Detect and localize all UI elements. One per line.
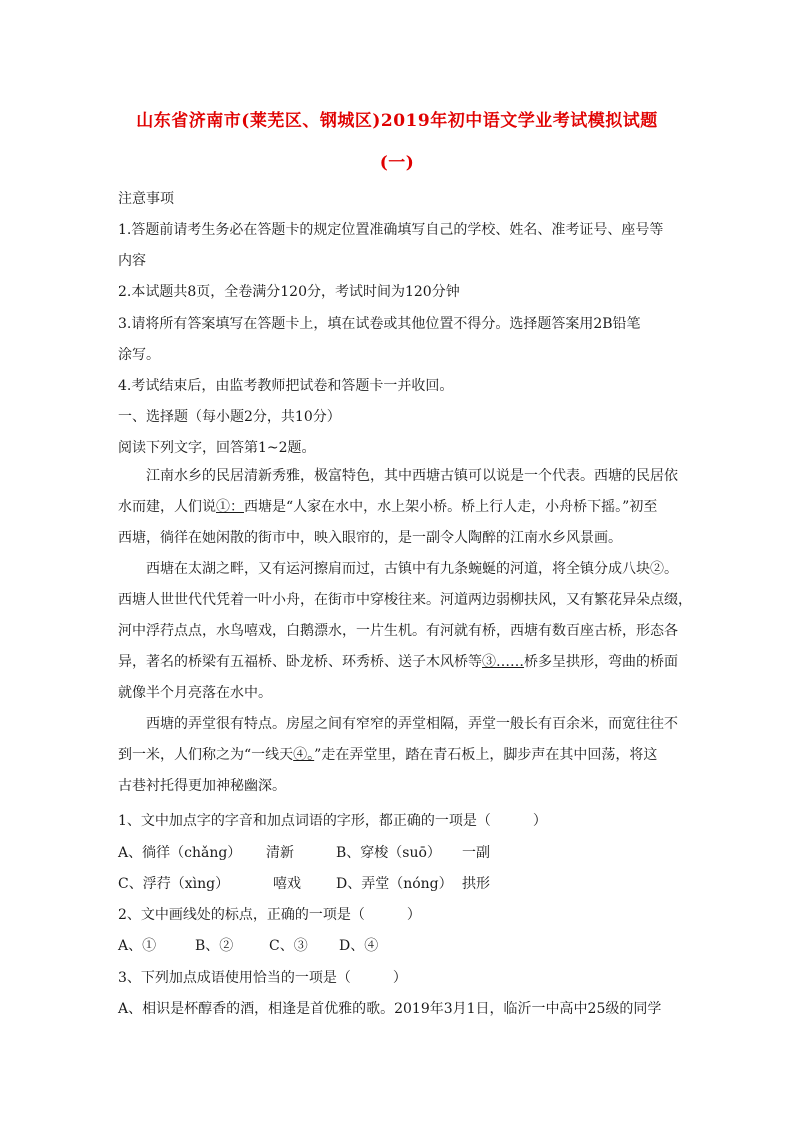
- notice-item-1: 1.答题前请考生务必在答题卡的规定位置准确填写自己的学校、姓名、准考证号、座号等: [118, 222, 664, 238]
- underlined-mark-4: ④。: [293, 747, 315, 763]
- option-b-word: 一副: [462, 845, 490, 861]
- passage-line: 西塘，徜徉在她闲散的街市中，映入眼帘的，是一副令人陶醉的江南水乡风景画。: [118, 530, 622, 546]
- notice-item-2: 2.本试题共8页，全卷满分120分，考试时间为120分钟: [118, 284, 460, 300]
- passage-line: 就像半个月亮落在水中。: [118, 685, 272, 701]
- exam-title-number: (一): [379, 153, 415, 173]
- question-3-option-a: A、相识是杯醇香的酒，相逢是首优雅的歌。2019年3月1日，临沂一中高中25级的同学: [118, 1001, 662, 1017]
- reading-instruction: 阅读下列文字，回答第1~2题。: [118, 440, 316, 456]
- question-2-options: [118, 935, 378, 955]
- passage-line: 水而建，人们说①：西塘是“人家在水中，水上架小桥。桥上行人走，小舟桥下摇。”初至: [118, 499, 658, 515]
- question-2-stem: 2、文中画线处的标点，正确的一项是（ ）: [118, 907, 421, 923]
- question-1-options-ab: [118, 842, 490, 862]
- passage-line: 到一米，人们称之为“一线天④。”走在弄堂里，踏在青石板上，脚步声在其中回荡，将这: [118, 747, 658, 763]
- passage: [118, 466, 692, 807]
- option-c: C、浮荇（xìng）: [118, 876, 230, 892]
- option-d: D、④: [339, 938, 379, 954]
- passage-line: 江南水乡的民居清新秀雅，极富特色，其中西塘古镇可以说是一个代表。西塘的民居依: [146, 468, 678, 484]
- underlined-mark-3: ③……: [482, 654, 524, 670]
- passage-line: 西塘的弄堂很有特点。房屋之间有窄窄的弄堂相隔，弄堂一般长有百余米，而宽往往不: [146, 716, 678, 732]
- option-a-word: 清新: [266, 845, 294, 861]
- option-c-word: 嘻戏: [273, 876, 301, 892]
- option-b: B、②: [195, 938, 234, 954]
- exam-title: 山东省济南市(莱芜区、钢城区)2019年初中语文学业考试模拟试题: [136, 111, 658, 131]
- notice-item-1-cont: 内容: [118, 253, 146, 269]
- notice-item-3-cont: 涂写。: [118, 347, 160, 363]
- notice-heading: 注意事项: [118, 191, 174, 207]
- option-a: A、徜徉（chǎng）: [118, 845, 242, 861]
- notice-item-3: 3.请将所有答案填写在答题卡上，填在试卷或其他位置不得分。选择题答案用2B铅笔: [118, 316, 641, 332]
- notice-item-4: 4.考试结束后，由监考教师把试卷和答题卡一并收回。: [118, 378, 454, 394]
- question-3-stem: 3、下列加点成语使用恰当的一项是（ ）: [118, 970, 407, 986]
- question-1-options-cd: [118, 873, 490, 893]
- section-heading: 一、选择题（每小题2分，共10分）: [118, 409, 341, 425]
- option-d-word: 拱形: [462, 876, 490, 892]
- underlined-mark-1: ①：: [216, 499, 244, 515]
- passage-line: 异，著名的桥梁有五福桥、卧龙桥、环秀桥、送子木风桥等③……桥多呈拱形，弯曲的桥面: [118, 654, 678, 670]
- option-c: C、③: [269, 938, 308, 954]
- question-1-stem: 1、文中加点字的字音和加点词语的字形，都正确的一项是（ ）: [118, 813, 547, 829]
- option-d: D、弄堂（nóng）: [336, 876, 453, 892]
- passage-line: 西塘人世世代代凭着一叶小舟，在街市中穿梭往来。河道两边弱柳扶风，又有繁花异朵点缀，: [118, 592, 692, 608]
- passage-line: 西塘在太湖之畔，又有运河擦肩而过，古镇中有九条蜿蜒的河道，将全镇分成八块②。: [146, 561, 678, 577]
- option-b: B、穿梭（suō）: [336, 845, 441, 861]
- passage-line: 古巷衬托得更加神秘幽深。: [118, 778, 286, 794]
- option-a: A、①: [118, 938, 157, 954]
- passage-line: 河中浮荇点点，水鸟嘻戏，白鹅漂水，一片生机。有河就有桥，西塘有数百座古桥，形态各: [118, 623, 678, 639]
